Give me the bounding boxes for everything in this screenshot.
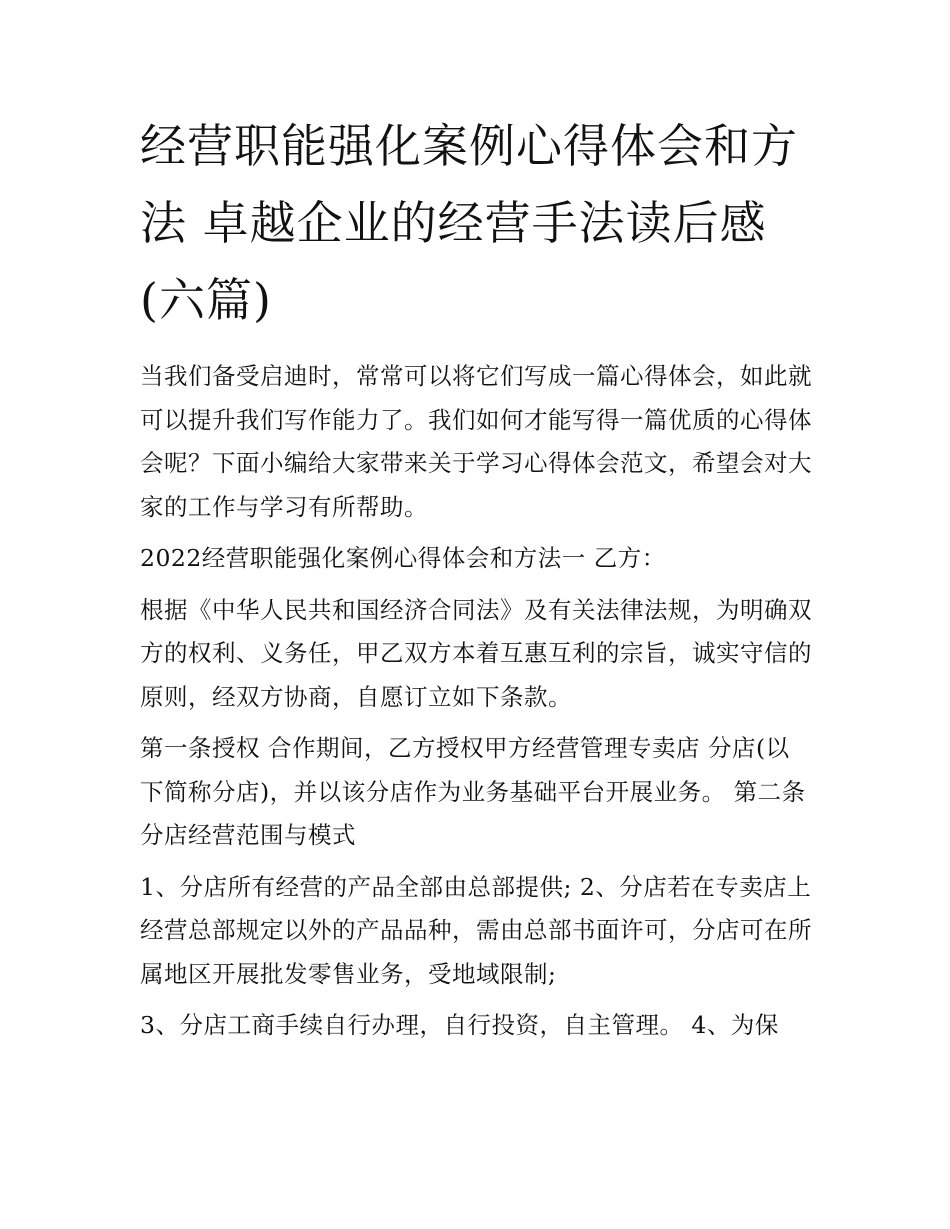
document-title: 经营职能强化案例心得体会和方法 卓越企业的经营手法读后感(六篇) (140, 119, 798, 327)
document-content (140, 108, 812, 1056)
paragraph-intro: 当我们备受启迪时，常常可以将它们写成一篇心得体会，如此就可以提升我们写作能力了。我们如何才能写得一篇优质的心得体会呢？下面小编给大家带来关于学习心得体会范文，希望会对大家的工作与学习有所帮助。 (140, 362, 812, 521)
paragraph-items-3-4: 3、分店工商手续自行办理，自行投资，自主管理。 4、为保 (140, 1011, 779, 1039)
paragraph-article-one: 第一条授权 合作期间，乙方授权甲方经营管理专卖店 分店(以下简称分店)，并以该分店作为业务基础平台开展业务。 第二条分店经营范围与模式 (140, 734, 806, 849)
document-body (140, 355, 812, 1048)
paragraph-items-1-2: 1、分店所有经营的产品全部由总部提供; 2、分店若在专卖店上经营总部规定以外的产品品种，需由总部书面许可，分店可在所属地区开展批发零售业务，受地域限制; (140, 872, 812, 988)
paragraph-basis: 根据《中华人民共和国经济合同法》及有关法律法规，为明确双方的权利、义务任，甲乙双方本着互惠互利的宗旨，诚实守信的原则，经双方协商，自愿订立如下条款。 (140, 595, 812, 711)
paragraph-heading-one: 2022经营职能强化案例心得体会和方法一 乙方： (140, 544, 666, 572)
